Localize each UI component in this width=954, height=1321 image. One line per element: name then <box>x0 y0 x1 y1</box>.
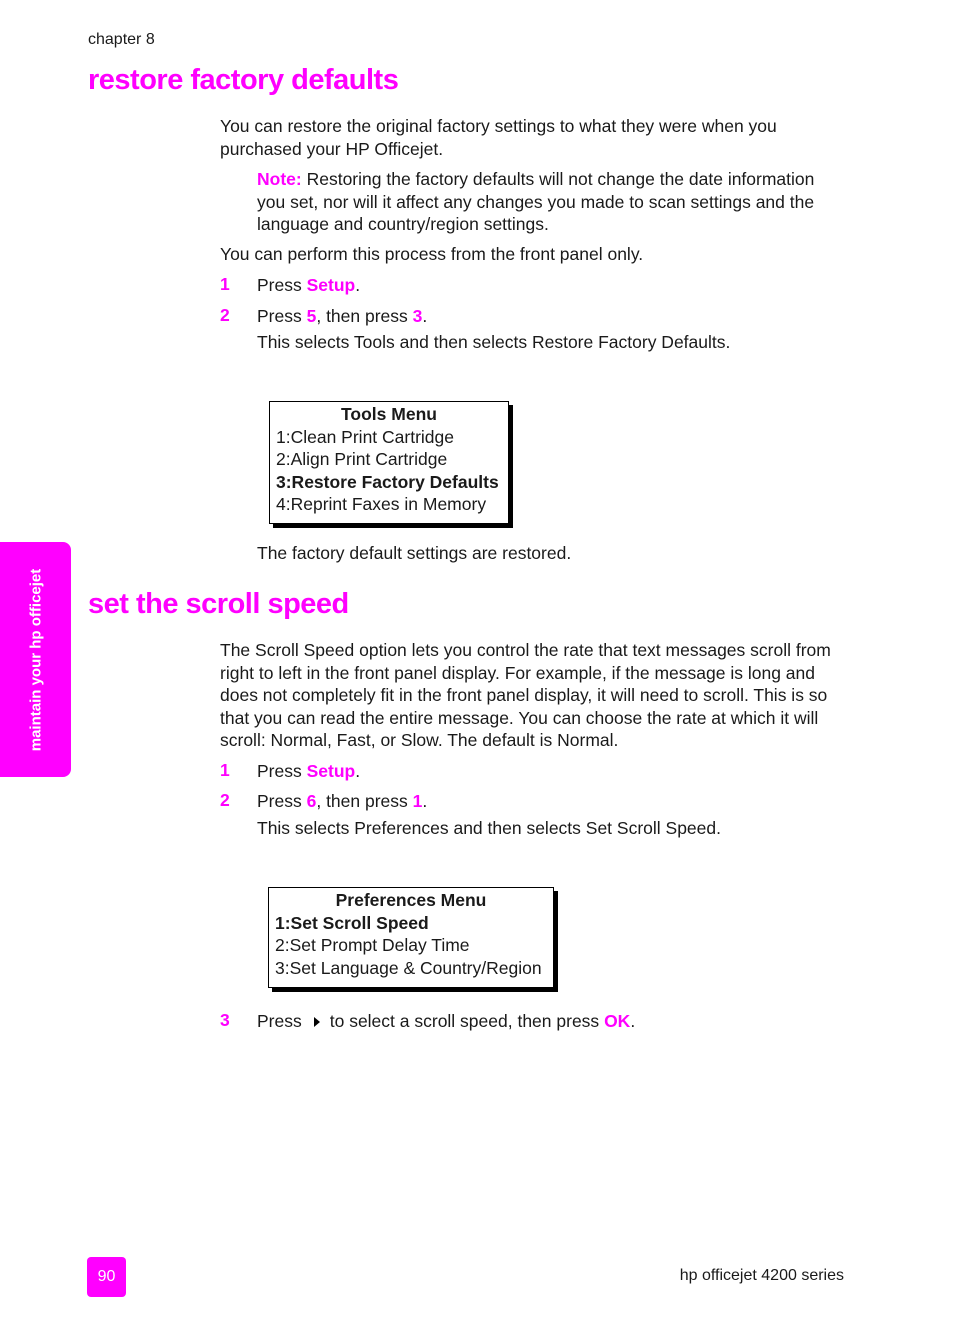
scroll-intro: The Scroll Speed option lets you control the rate that text messages scroll from right to left in the front panel display. For example, if the message is long and does not completely fit in the front panel display, it will need to scroll. This is so that you can read the entire message. You can choose the rate at which it will scroll: Normal, Fast, or Slow. The default is Normal. <box>220 640 831 750</box>
tools-menu-display <box>269 401 509 524</box>
step-mid: to select a scroll speed, then press <box>329 1011 600 1031</box>
key-setup: Setup <box>306 275 356 295</box>
key-1: 1 <box>412 791 423 811</box>
step-end: . <box>422 306 428 326</box>
section-title-scroll-speed: set the scroll speed <box>88 588 349 620</box>
key-ok: OK <box>604 1011 631 1031</box>
step-press-word: Press <box>257 761 302 781</box>
step-end: . <box>355 761 361 781</box>
step-end: . <box>630 1011 636 1031</box>
menu-item: 2:Align Print Cartridge <box>276 449 448 469</box>
menu-title: Tools Menu <box>341 404 437 424</box>
menu-item-selected: 1:Set Scroll Speed <box>275 912 429 933</box>
restore-outro: The factory default settings are restored. <box>257 543 572 563</box>
step-press-word: Press <box>257 275 302 295</box>
preferences-menu-display <box>268 887 554 988</box>
step-text <box>257 760 360 783</box>
step-text <box>257 274 360 297</box>
step-end: . <box>355 275 361 295</box>
step-number: 1 <box>220 760 230 780</box>
step-detail: This selects Tools and then selects Restore Factory Defaults. <box>257 332 731 352</box>
step-text <box>257 1010 635 1033</box>
step-text <box>257 790 427 813</box>
chapter-label: chapter 8 <box>88 31 155 48</box>
step-mid: , then press <box>316 306 408 326</box>
step-press-word: Press <box>257 306 302 326</box>
restore-intro: You can restore the original factory settings to what they were when you purchased your HP Officejet. <box>220 116 777 159</box>
note-text: Restoring the factory defaults will not change the date information you set, nor will it affect any changes you made to scan settings and the language and country/region settings. <box>257 169 815 234</box>
key-setup: Setup <box>306 761 356 781</box>
step-number: 3 <box>220 1010 230 1030</box>
key-5: 5 <box>306 306 317 326</box>
restore-lead: You can perform this process from the front panel only. <box>220 244 644 264</box>
menu-title: Preferences Menu <box>335 890 487 910</box>
page-number: 90 <box>87 1257 126 1297</box>
menu-item: 1:Clean Print Cartridge <box>276 426 454 447</box>
note-label: Note: <box>257 169 302 189</box>
key-6: 6 <box>306 791 317 811</box>
step-press-word: Press <box>257 791 302 811</box>
step-detail: This selects Preferences and then selects Set Scroll Speed. <box>257 818 721 838</box>
step-number: 1 <box>220 274 230 294</box>
step-mid: , then press <box>316 791 408 811</box>
step-number: 2 <box>220 305 230 325</box>
menu-item: 4:Reprint Faxes in Memory <box>276 494 487 514</box>
menu-item-selected: 3:Restore Factory Defaults <box>276 471 499 492</box>
step-number: 2 <box>220 790 230 810</box>
section-title-restore: restore factory defaults <box>88 64 399 96</box>
step-press-word: Press <box>257 1011 302 1031</box>
step-end: . <box>422 791 428 811</box>
restore-note <box>257 168 847 236</box>
menu-item: 2:Set Prompt Delay Time <box>275 935 470 955</box>
menu-item: 3:Set Language & Country/Region <box>275 957 542 978</box>
side-tab-label: maintain your hp officejet <box>27 568 44 751</box>
side-tab <box>0 542 71 777</box>
footer-product: hp officejet 4200 series <box>679 1267 844 1284</box>
step-text <box>257 305 427 328</box>
right-arrow-icon <box>314 1017 320 1027</box>
key-3: 3 <box>412 306 423 326</box>
